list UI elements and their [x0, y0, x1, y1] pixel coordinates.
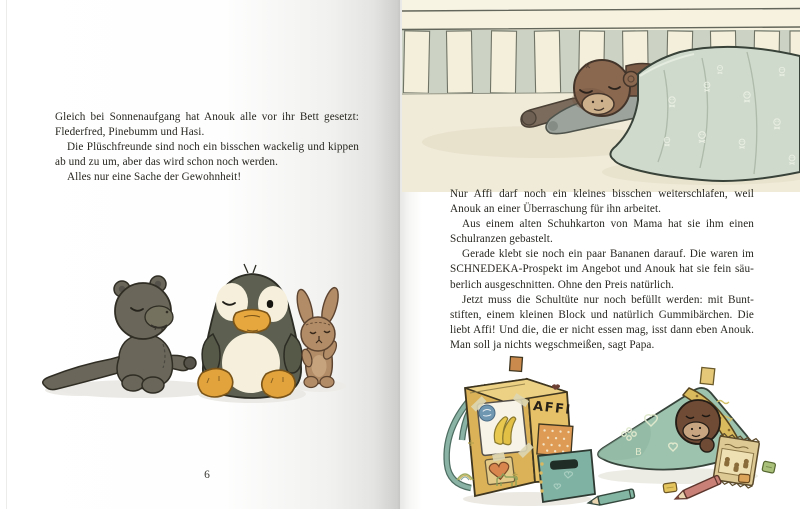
text-line: ab und zu um, aber das wird schon noch werden. [55, 156, 279, 169]
text-line: Anouk an einer Überraschung für ihn arbeitet. [450, 203, 662, 216]
schoolbag-box [457, 357, 595, 502]
text-line: Flederfred, Pinebumm und Hasi. [55, 126, 205, 139]
text-line: Schulranzen gebastelt. [450, 233, 553, 246]
teal-pocket [538, 450, 595, 502]
cone-letter-doodle: B [635, 447, 642, 458]
illustration-schoolbag-schultuete [435, 352, 800, 509]
text-line: stiften, einem kleinen Block und natürlich Gummibärchen. Die [450, 308, 754, 321]
gummy-bear-orange [738, 474, 750, 483]
text-line: Man soll ja nichts wegschmeißen, sagt Papa. [450, 338, 655, 351]
illustration-plush-toys [39, 262, 369, 422]
gummy-bear-green [762, 461, 776, 473]
text-line: Alles nur eine Sache der Gewohnheit! [67, 171, 242, 184]
text-line: Gerade klebt sie noch ein paar Bananen darauf. Die waren im [462, 248, 754, 261]
text-line: liebt Affi! Und die, die er nicht essen mag, isst dann eben Anouk. [450, 323, 754, 336]
page-number: 6 [204, 469, 210, 481]
plush-bear-flederfred [43, 276, 196, 393]
left-page [6, 0, 401, 509]
right-page [400, 0, 800, 509]
gummy-bear-yellow [663, 482, 677, 493]
text-line: Die Plüschfreunde sind noch ein bisschen wackelig und kippen [67, 141, 359, 154]
right-text-block [450, 187, 754, 353]
text-line: Aus einem alten Schuhkarton von Mama hat sie ihm einen [462, 218, 754, 231]
affi-label: AFFI [532, 399, 573, 418]
text-line: Gleich bei Sonnenaufgang hat Anouk alle vor ihr Bett gesetzt: [55, 111, 359, 123]
dotted-patch [537, 424, 573, 456]
text-line: Jetzt muss die Schultüte nur noch befüllt werden: mit Bunt- [462, 293, 754, 306]
text-line: SCHNEDEKA-Prospekt im Angebot und Anouk hat sie fein säu- [450, 263, 754, 276]
left-text-block [55, 110, 359, 185]
cone-tag [700, 367, 715, 384]
text-line: berlich ausgeschnitten. Ohne den Preis natürlich. [450, 278, 674, 291]
illustration-crib-scene [402, 0, 800, 192]
crib-top-rail [402, 10, 800, 29]
text-line: Nur Affi darf noch ein kleines bisschen weiterschlafen, weil [450, 188, 754, 200]
plush-penguin-pinebumm [198, 264, 302, 398]
